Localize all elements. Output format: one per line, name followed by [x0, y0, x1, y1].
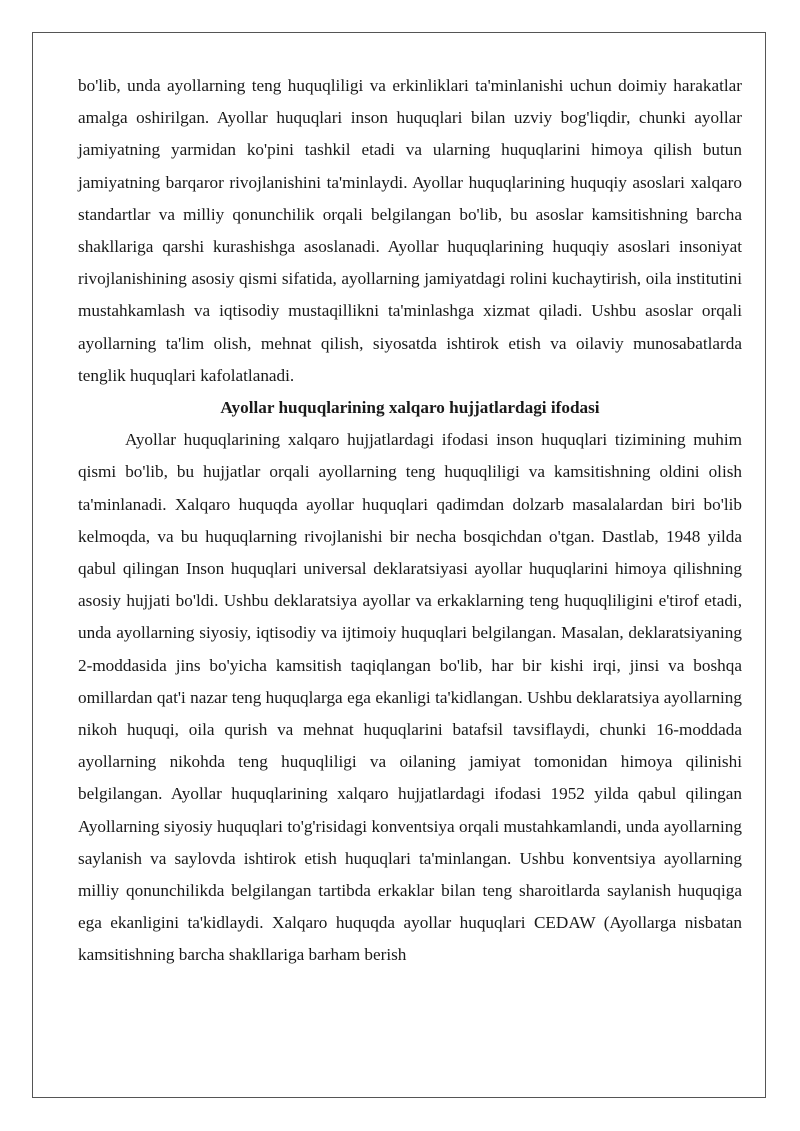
section-heading: Ayollar huquqlarining xalqaro hujjatlardagi ifodasi [220, 398, 600, 418]
body-paragraph: Ayollar huquqlarining xalqaro hujjatlardagi ifodasi inson huquqlari tizimining muhim qismi bo'lib, bu hujjatlar orqali ayollarning teng huquqliligi va kamsitishning oldini olish ta'minlanadi. Xalqaro huquqda ayollar huquqlari qadimdan dolzarb masalalardan biri bo'lib kelmoqda, va bu huquqlarning rivojlanishi bir necha bosqichdan o'tgan. Dastlab, 1948 yilda qabul qilingan Inson huquqlari universal deklaratsiyasi ayollar huquqlarini himoya qilishning asosiy hujjati bo'ldi. Ushbu deklaratsiya ayollar va erkaklarning teng huquqliligini e'tirof etadi, unda ayollarning siyosiy, iqtisodiy va ijtimoiy huquqlari belgilangan. Masalan, deklaratsiyaning 2-moddasida jins bo'yicha kamsitish taqiqlangan bo'lib, har bir kishi irqi, jinsi va boshqa omillardan qat'i nazar teng huquqlarga ega ekanligi ta'kidlangan. Ushbu deklaratsiya ayollarning nikoh huquqi, oila qurish va mehnat huquqlarini batafsil tavsiflaydi, chunki 16-moddada ayollarning nikohda teng huquqliligi va oilaning jamiyat tomonidan himoya qilinishi belgilangan. Ayollar huquqlarining xalqaro hujjatlardagi ifodasi 1952 yilda qabul qilingan Ayollarning siyosiy huquqlari to'g'risidagi konventsiya orqali mustahkamlandi, unda ayollarning saylanish va saylovda ishtirok etish huquqlari ta'minlangan. Ushbu konventsiya ayollarning milliy qonunchilikda belgilangan tartibda erkaklar bilan teng sharoitlarda saylanish huquqiga ega ekanligini ta'kidlaydi. Xalqaro huquqda ayollar huquqlari CEDAW (Ayollarga nisbatan kamsitishning barcha shakllariga barham berish [78, 430, 742, 965]
body-paragraph: bo'lib, unda ayollarning teng huquqliligi va erkinliklari ta'minlanishi uchun doimiy harakatlar amalga oshirilgan. Ayollar huquqlari inson huquqlari bilan uzviy bog'liqdir, chunki ayollar jamiyatning yarmidan ko'pini tashkil etadi va ularning huquqlarini himoya qilish butun jamiyatning barqaror rivojlanishini ta'minlaydi. Ayollar huquqlarining huquqiy asoslari xalqaro standartlar va milliy qonunchilik orqali belgilangan bo'lib, bu asoslar kamsitishning barcha shakllariga qarshi kurashishga asoslanadi. Ayollar huquqlarining huquqiy asoslari insoniyat rivojlanishining asosiy qismi sifatida, ayollarning jamiyatdagi rolini kuchaytirish, oila institutini mustahkamlash va iqtisodiy mustaqillikni ta'minlashga xizmat qiladi. Ushbu asoslar orqali ayollarning ta'lim olish, mehnat qilish, siyosatda ishtirok etish va oilaviy munosabatlarda tenglik huquqlari kafolatlanadi. [78, 76, 742, 385]
document-body [78, 70, 742, 972]
